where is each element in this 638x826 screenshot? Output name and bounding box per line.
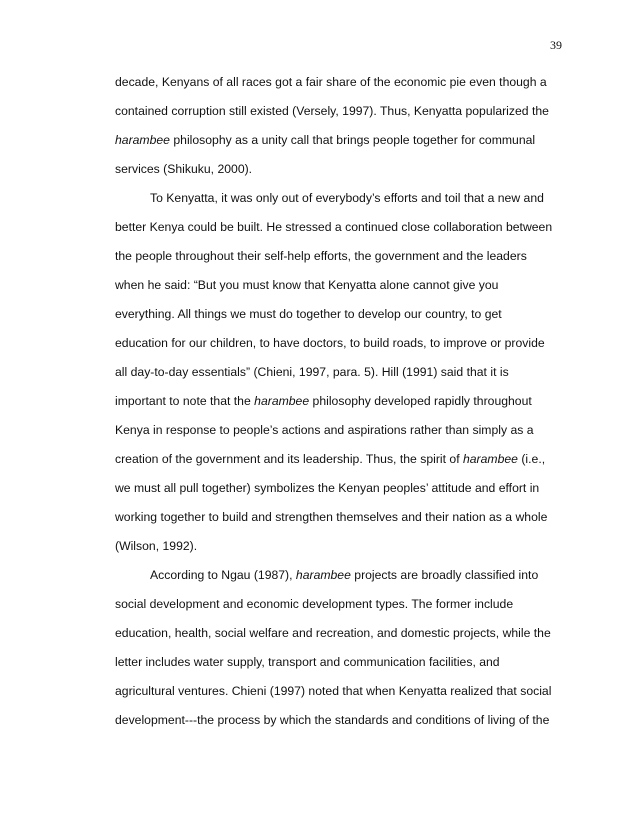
text-line: [115, 155, 569, 184]
text-line: [115, 300, 569, 329]
text-line: [115, 706, 569, 735]
italic-term: harambee: [462, 452, 518, 466]
text-line: [115, 474, 569, 503]
text-run: important to note that the: [115, 394, 255, 408]
text-run: philosophy as a unity call that brings people together for communal: [169, 133, 536, 147]
text-line: [115, 68, 569, 97]
text-line: [115, 329, 569, 358]
italic-term: harambee: [115, 133, 170, 147]
text-run: social development and economic development types. The former include: [115, 597, 514, 611]
text-run: all day-to-day essentials” (Chieni, 1997, para. 5). Hill (1991) said that it is: [115, 365, 509, 379]
text-run: To Kenyatta, it was only out of everybody’s efforts and toil that a new and: [150, 191, 544, 205]
text-run: education, health, social welfare and recreation, and domestic projects, while the: [115, 626, 551, 640]
text-line: [115, 445, 569, 474]
text-line: [115, 184, 569, 213]
text-run: letter includes water supply, transport and communication facilities, and: [115, 655, 500, 669]
text-run: agricultural ventures. Chieni (1997) noted that when Kenyatta realized that social: [115, 684, 552, 698]
page-number: 39: [550, 38, 562, 52]
text-run: contained corruption still existed (Versely, 1997). Thus, Kenyatta popularized the: [115, 104, 549, 118]
text-line: [115, 271, 569, 300]
text-line: [115, 619, 569, 648]
text-run: projects are broadly classified into: [350, 568, 539, 582]
text-run: (i.e.,: [517, 452, 546, 466]
text-run: According to Ngau (1987),: [150, 568, 296, 582]
text-line: [115, 358, 569, 387]
text-run: development---the process by which the standards and conditions of living of the: [115, 713, 550, 727]
text-line: [115, 213, 569, 242]
text-line: [115, 242, 569, 271]
italic-term: harambee: [295, 568, 351, 582]
text-run: philosophy developed rapidly throughout: [309, 394, 532, 408]
italic-term: harambee: [254, 394, 310, 408]
text-run: decade, Kenyans of all races got a fair share of the economic pie even though a: [115, 75, 547, 89]
text-run: everything. All things we must do together to develop our country, to get: [115, 307, 502, 321]
text-run: (Wilson, 1992).: [115, 539, 198, 553]
text-run: Kenya in response to people’s actions and aspirations rather than simply as a: [115, 423, 534, 437]
text-line: [115, 126, 569, 155]
text-run: services (Shikuku, 2000).: [115, 162, 253, 176]
text-line: [115, 561, 569, 590]
text-line: [115, 97, 569, 126]
text-line: [115, 532, 569, 561]
text-line: [115, 503, 569, 532]
text-line: [115, 648, 569, 677]
text-run: better Kenya could be built. He stressed a continued close collaboration between: [115, 220, 553, 234]
text-line: [115, 416, 569, 445]
text-run: when he said: “But you must know that Kenyatta alone cannot give you: [115, 278, 499, 292]
text-line: [115, 677, 569, 706]
text-line: [115, 590, 569, 619]
body-text: [115, 68, 569, 735]
text-run: creation of the government and its leadership. Thus, the spirit of: [115, 452, 463, 466]
text-run: working together to build and strengthen themselves and their nation as a whole: [115, 510, 548, 524]
text-run: the people throughout their self-help efforts, the government and the leaders: [115, 249, 527, 263]
text-run: we must all pull together) symbolizes the Kenyan peoples’ attitude and effort in: [115, 481, 540, 495]
text-line: [115, 387, 569, 416]
text-run: education for our children, to have doctors, to build roads, to improve or provide: [115, 336, 545, 350]
